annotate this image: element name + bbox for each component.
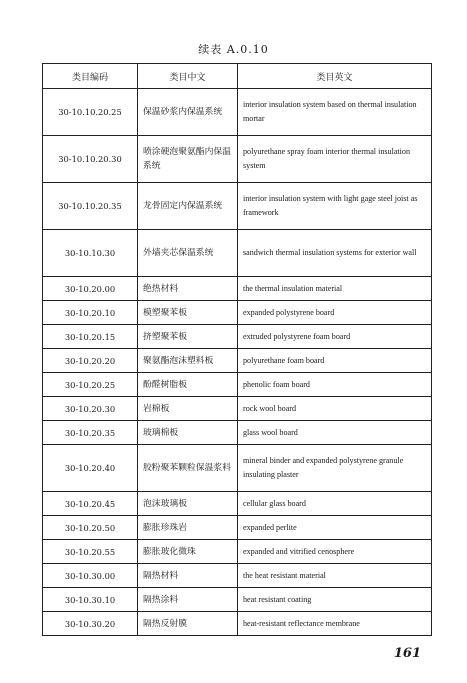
chinese-name-cell: 隔热材料 — [138, 564, 238, 588]
table-row — [43, 564, 432, 588]
code-cell: 30-10.20.40 — [43, 445, 138, 492]
table-row — [43, 445, 432, 492]
chinese-name-cell: 泡沫玻璃板 — [138, 492, 238, 516]
table-row — [43, 492, 432, 516]
english-name-cell: extruded polystyrene foam board — [238, 325, 432, 349]
table-row — [43, 588, 432, 612]
english-name-cell: polyurethane spray foam interior thermal insulation system — [238, 136, 432, 183]
code-cell: 30-10.20.35 — [43, 421, 138, 445]
header-chinese: 类目中文 — [138, 64, 238, 89]
code-cell: 30-10.30.00 — [43, 564, 138, 588]
table-row — [43, 89, 432, 136]
english-name-cell: expanded perlite — [238, 516, 432, 540]
chinese-name-cell: 喷涂硬泡聚氨酯内保温系统 — [138, 136, 238, 183]
english-name-cell: expanded and vitrified cenosphere — [238, 540, 432, 564]
table-row — [43, 349, 432, 373]
english-name-cell: polyurethane foam board — [238, 349, 432, 373]
chinese-name-cell: 胶粉聚苯颗粒保温浆料 — [138, 445, 238, 492]
chinese-name-cell: 模塑聚苯板 — [138, 301, 238, 325]
table-row — [43, 183, 432, 230]
code-cell: 30-10.20.00 — [43, 277, 138, 301]
english-name-cell: cellular glass board — [238, 492, 432, 516]
table-row — [43, 516, 432, 540]
chinese-name-cell: 膨胀珍珠岩 — [138, 516, 238, 540]
english-name-cell: the heat resistant material — [238, 564, 432, 588]
english-name-cell: sandwich thermal insulation systems for exterior wall — [238, 230, 432, 277]
chinese-name-cell: 酚醛树脂板 — [138, 373, 238, 397]
code-cell: 30-10.30.10 — [43, 588, 138, 612]
chinese-name-cell: 岩棉板 — [138, 397, 238, 421]
code-cell: 30-10.10.20.30 — [43, 136, 138, 183]
english-name-cell: interior insulation system with light gage steel joist as framework — [238, 183, 432, 230]
code-cell: 30-10.20.10 — [43, 301, 138, 325]
table-body — [43, 89, 432, 636]
english-name-cell: expanded polystyrene board — [238, 301, 432, 325]
chinese-name-cell: 玻璃棉板 — [138, 421, 238, 445]
chinese-name-cell: 挤塑聚苯板 — [138, 325, 238, 349]
code-cell: 30-10.30.20 — [43, 612, 138, 636]
table-row — [43, 373, 432, 397]
english-name-cell: heat resistant coating — [238, 588, 432, 612]
code-cell: 30-10.10.20.25 — [43, 89, 138, 136]
chinese-name-cell: 绝热材料 — [138, 277, 238, 301]
header-english: 类目英文 — [238, 64, 432, 89]
chinese-name-cell: 保温砂浆内保温系统 — [138, 89, 238, 136]
chinese-name-cell: 外墙夹芯保温系统 — [138, 230, 238, 277]
table-row — [43, 301, 432, 325]
chinese-name-cell: 隔热涂料 — [138, 588, 238, 612]
english-name-cell: mineral binder and expanded polystyrene granule insulating plaster — [238, 445, 432, 492]
code-cell: 30-10.20.20 — [43, 349, 138, 373]
table-row — [43, 612, 432, 636]
header-code: 类目编码 — [43, 64, 138, 89]
table-caption: 续表 A.0.10 — [198, 43, 269, 56]
english-name-cell: the thermal insulation material — [238, 277, 432, 301]
table-row — [43, 230, 432, 277]
code-cell: 30-10.10.20.35 — [43, 183, 138, 230]
classification-table — [42, 63, 432, 636]
code-cell: 30-10.20.30 — [43, 397, 138, 421]
english-name-cell: heat-resistant reflectance membrane — [238, 612, 432, 636]
table-row — [43, 136, 432, 183]
code-cell: 30-10.20.15 — [43, 325, 138, 349]
table-row — [43, 397, 432, 421]
code-cell: 30-10.10.30 — [43, 230, 138, 277]
code-cell: 30-10.20.45 — [43, 492, 138, 516]
chinese-name-cell: 膨胀玻化微珠 — [138, 540, 238, 564]
chinese-name-cell: 聚氨酯泡沫塑料板 — [138, 349, 238, 373]
page-number: 161 — [393, 646, 421, 661]
code-cell: 30-10.20.25 — [43, 373, 138, 397]
table-header-row — [43, 64, 432, 89]
table-row — [43, 540, 432, 564]
code-cell: 30-10.20.55 — [43, 540, 138, 564]
table-row — [43, 421, 432, 445]
english-name-cell: interior insulation system based on thermal insulation mortar — [238, 89, 432, 136]
english-name-cell: glass wool board — [238, 421, 432, 445]
chinese-name-cell: 隔热反射膜 — [138, 612, 238, 636]
english-name-cell: phenolic foam board — [238, 373, 432, 397]
table-row — [43, 277, 432, 301]
chinese-name-cell: 龙骨固定内保温系统 — [138, 183, 238, 230]
english-name-cell: rock wool board — [238, 397, 432, 421]
table-row — [43, 325, 432, 349]
code-cell: 30-10.20.50 — [43, 516, 138, 540]
